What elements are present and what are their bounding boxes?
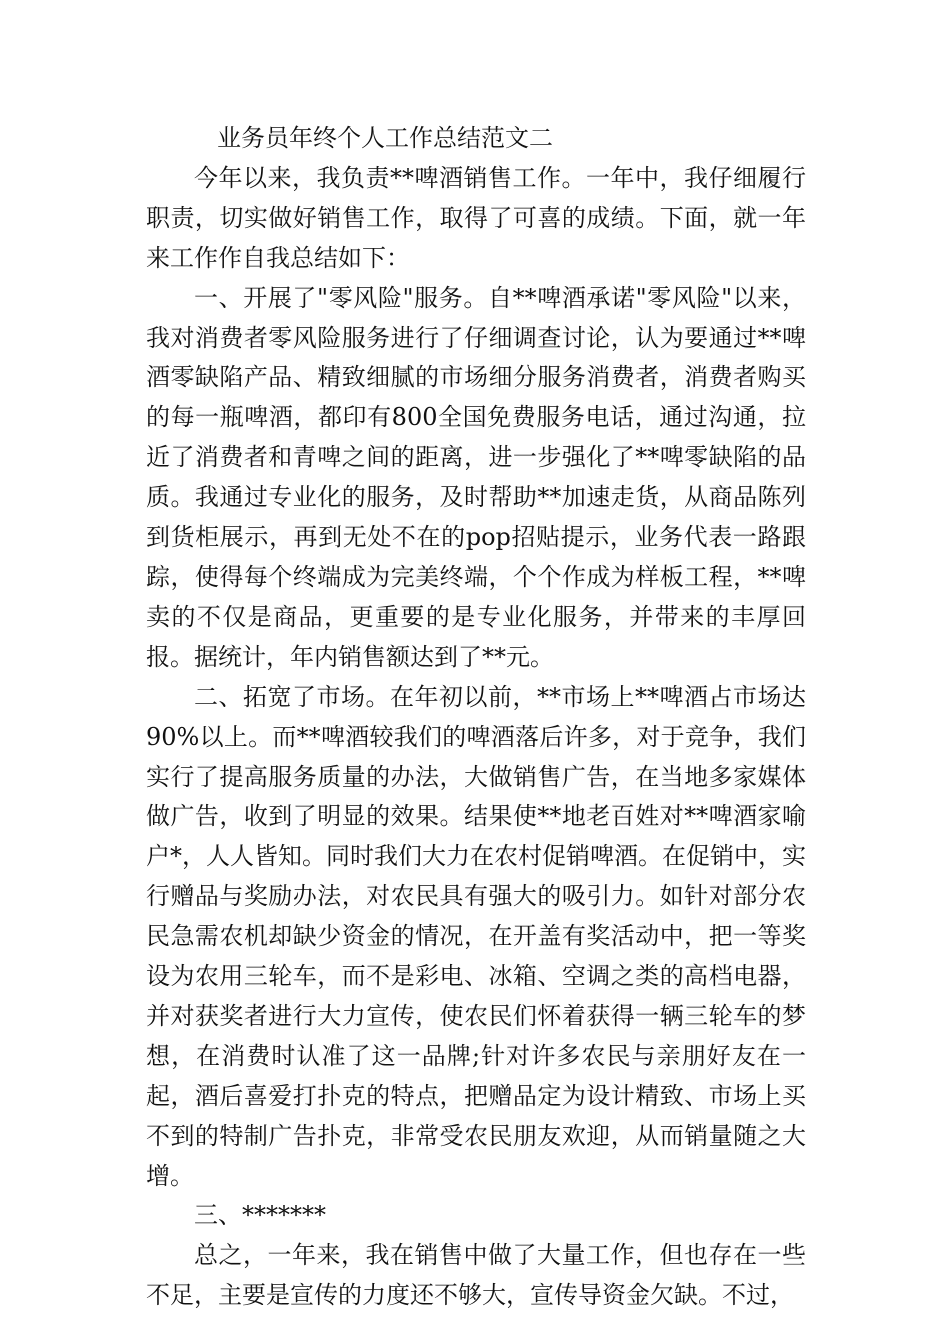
paragraph-intro: 今年以来，我负责**啤酒销售工作。一年中，我仔细履行职责，切实做好销售工作，取得了可喜的成绩。下面，就一年来工作作自我总结如下：: [146, 163, 806, 272]
paragraph-section-2: 二、拓宽了市场。在年初以前，**市场上**啤酒占市场达90%以上。而**啤酒较我们的啤酒落后许多，对于竞争，我们实行了提高服务质量的办法，大做销售广告，在当地多家媒体做广告，收到了明显的效果。结果使**地老百姓对**啤酒家喻户*，人人皆知。同时我们大力在农村促销啤酒。在促销中，实行赠品与奖励办法，对农民具有强大的吸引力。如针对部分农民急需农机却缺少资金的情况，在开盖有奖活动中，把一等奖设为农用三轮车，而不是彩电、冰箱、空调之类的高档电器，并对获奖者进行大力宣传，使农民们怀着获得一辆三轮车的梦想，在消费时认准了这一品牌;针对许多农民与亲朋好友在一起，酒后喜爱打扑克的特点，把赠品定为设计精致、市场上买不到的特制广告扑克，非常受农民朋友欢迎，从而销量随之大增。: [146, 682, 806, 1190]
document-body: [146, 119, 806, 1316]
document-title: 业务员年终个人工作总结范文二: [217, 124, 554, 152]
paragraph-section-1: 一、开展了"零风险"服务。自**啤酒承诺"零风险"以来，我对消费者零风险服务进行了仔细调查讨论，认为要通过**啤酒零缺陷产品、精致细腻的市场细分服务消费者，消费者购买的每一瓶啤酒，都印有800全国免费服务电话，通过沟通，拉近了消费者和青啤之间的距离，进一步强化了**啤零缺陷的品质。我通过专业化的服务，及时帮助**加速走货，从商品陈列到货柜展示，再到无处不在的pop招贴提示，业务代表一路跟踪，使得每个终端成为完美终端，个个作成为样板工程，**啤卖的不仅是商品，更重要的是专业化服务，并带来的丰厚回报。据统计，年内销售额达到了**元。: [146, 283, 806, 671]
paragraph-section-3: 三、*******: [194, 1201, 326, 1230]
paragraph-conclusion: 总之，一年来，我在销售中做了大量工作，但也存在一些不足，主要是宣传的力度还不够大，宣传导资金欠缺。不过，: [146, 1241, 806, 1310]
